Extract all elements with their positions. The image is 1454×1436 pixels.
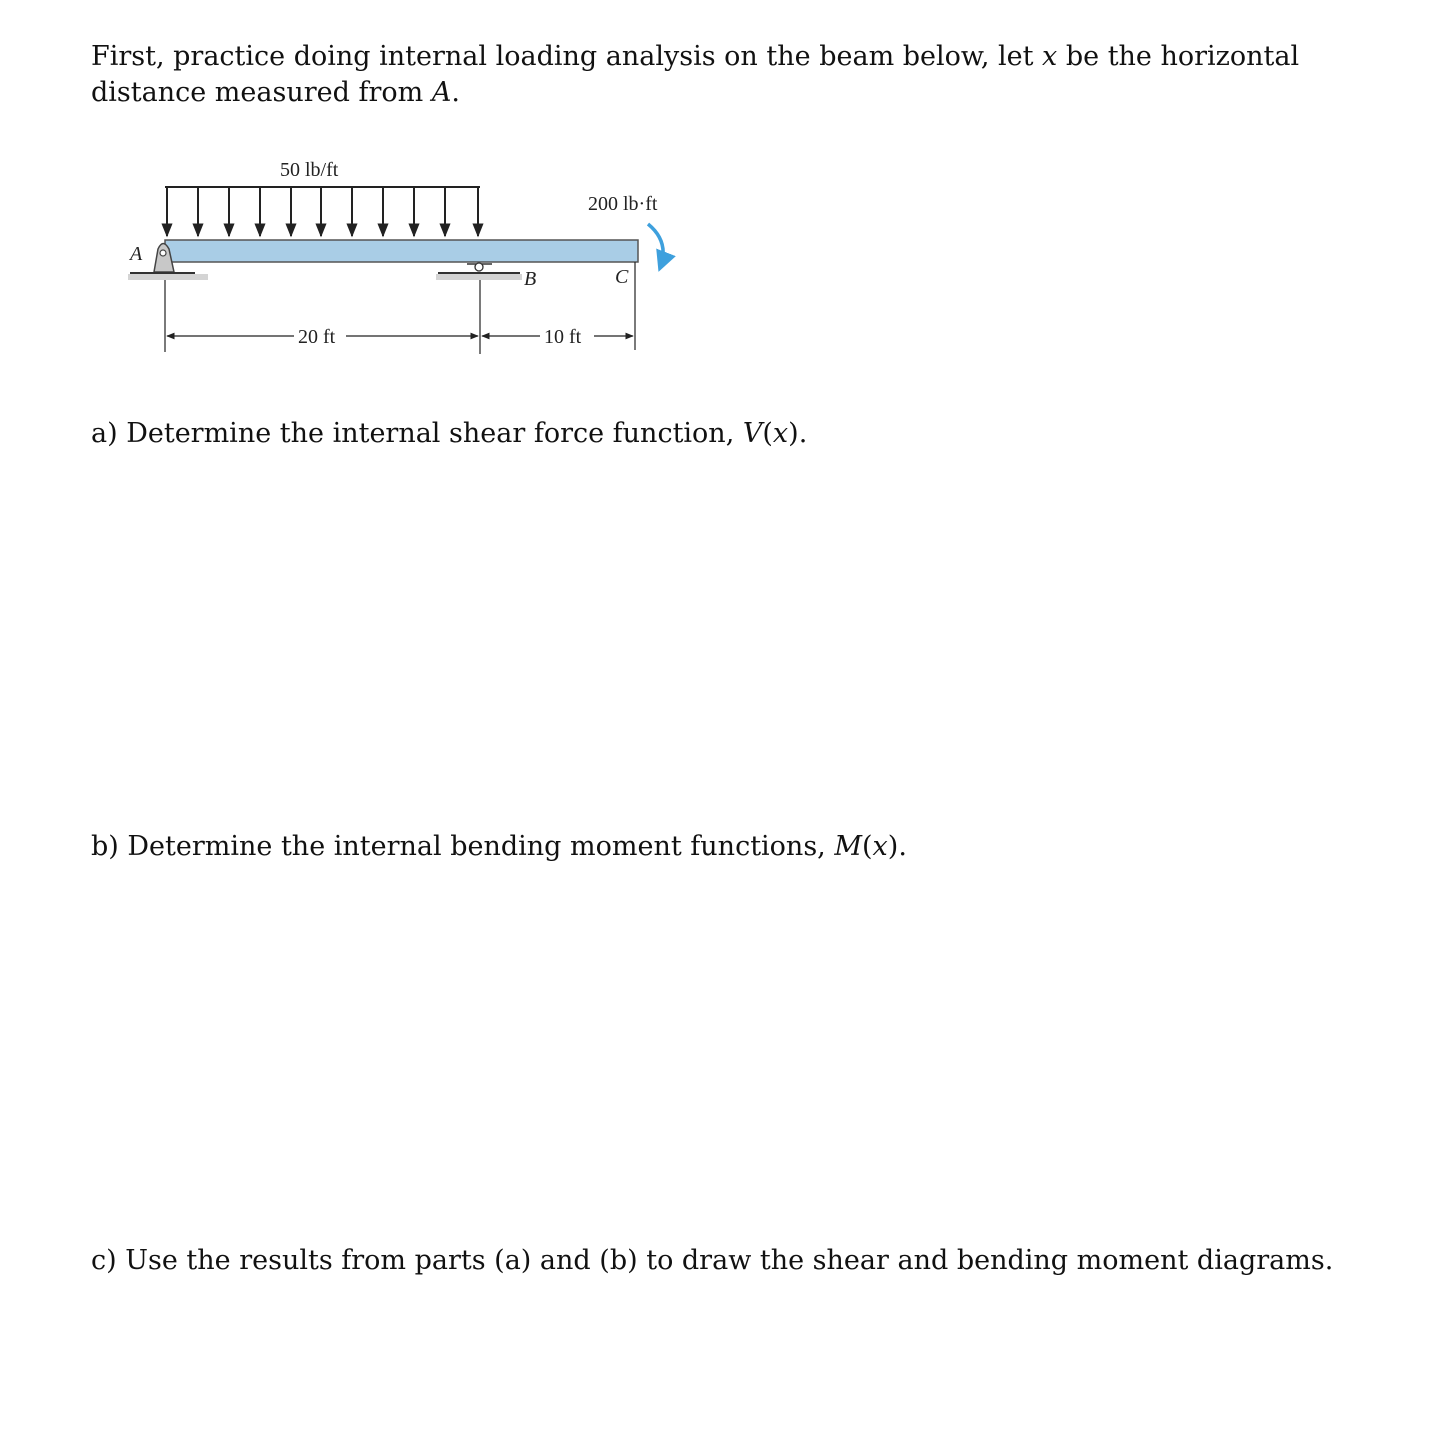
question-c <box>91 1243 1333 1279</box>
couple-moment-arrow <box>648 224 663 268</box>
question-a-end: . <box>798 418 808 449</box>
question-a-text: a) Determine the internal shear force function, <box>91 418 743 449</box>
question-a-func: V <box>742 418 763 449</box>
point-a-label: A <box>130 243 143 265</box>
intro-text-2: be the horizontal distance measured from <box>91 41 1300 108</box>
intro-var-x: x <box>1042 41 1058 72</box>
question-b: b) Determine the internal bending moment functions, M(x). <box>91 831 907 862</box>
beam-diagram <box>110 150 710 370</box>
dimension-ab-label: 20 ft <box>298 326 336 348</box>
dimension-bc-label: 10 ft <box>544 326 582 348</box>
distributed-load-arrows <box>167 187 478 236</box>
question-b-func: M <box>834 831 862 862</box>
intro-paragraph <box>91 39 1351 111</box>
beam <box>165 240 638 262</box>
question-c-text: c) Use the results from parts (a) and (b) to draw the shear and bending moment diagrams. <box>91 1245 1334 1276</box>
roller-support-b <box>436 263 522 280</box>
question-b-var: x <box>872 831 888 862</box>
intro-point-a: A <box>431 77 452 108</box>
intro-end: . <box>451 77 460 108</box>
couple-moment-label: 200 lb·ft <box>588 193 658 215</box>
distributed-load-label: 50 lb/ft <box>280 159 339 181</box>
point-c-label: C <box>615 266 629 288</box>
question-a-var: x <box>772 418 789 449</box>
point-b-label: B <box>524 268 537 290</box>
question-a: a) Determine the internal shear force function, V(x). <box>91 418 808 449</box>
question-b-text: b) Determine the internal bending moment functions, <box>91 831 835 862</box>
intro-text-1: First, practice doing internal loading analysis on the beam below, let <box>91 41 1043 72</box>
question-b-end: . <box>898 831 907 862</box>
